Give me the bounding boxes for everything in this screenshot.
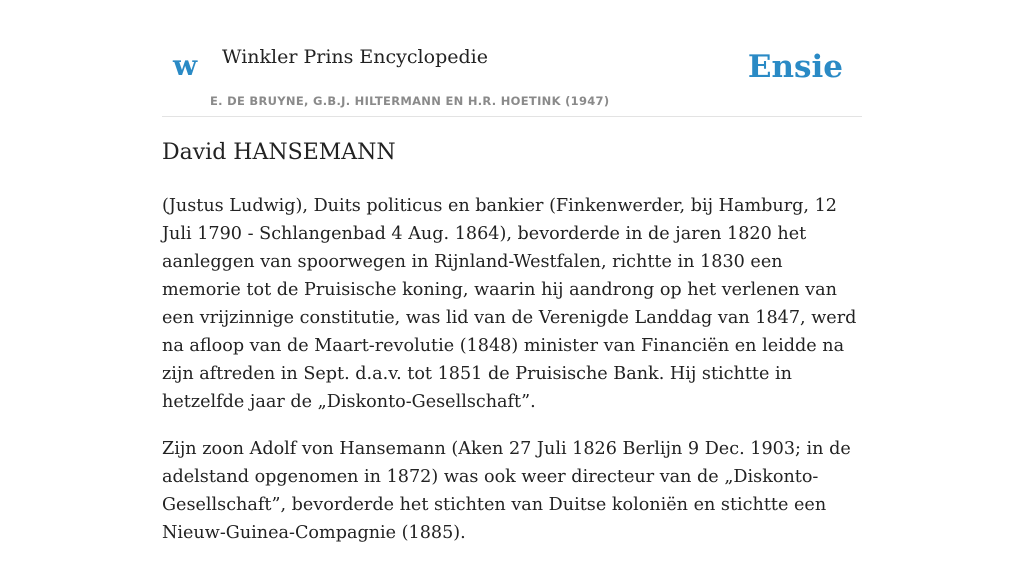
article-paragraph: Zijn zoon Adolf von Hansemann (Aken 27 Juli 1826 Berlijn 9 Dec. 1903; in de adelstand opgenomen in 1872) was ook weer directeur van de „Diskonto-Gesellschaft”, bevorderde het stichten van Duitse koloniën en stichtte een Nieuw-Guinea-Compagnie (1885).	[162, 439, 851, 543]
winkler-prins-logo[interactable]: w	[173, 49, 198, 82]
article-body	[162, 192, 862, 566]
page-header	[162, 0, 862, 117]
ensie-logo-link[interactable]: Ensie	[747, 49, 843, 85]
article-title: David HANSEMANN	[162, 140, 396, 165]
source-title-link[interactable]: Winkler Prins Encyclopedie	[222, 46, 488, 68]
source-authors: E. DE BRUYNE, G.B.J. HILTERMANN EN H.R. HOETINK (1947)	[210, 94, 610, 108]
article-paragraph: (Justus Ludwig), Duits politicus en bankier (Finkenwerder, bij Hamburg, 12 Juli 1790 - Schlangenbad 4 Aug. 1864), bevorderde in de jaren 1820 het aanleggen van spoorwegen in Rijnland-Westfalen, richtte in 1830 een memorie tot de Pruisische koning, waarin hij aandrong op het verlenen van een vrijzinnige constitutie, was lid van de Verenigde Landdag van 1847, werd na afloop van de Maart-revolutie (1848) minister van Financiën en leidde na zijn aftreden in Sept. d.a.v. tot 1851 de Pruisische Bank. Hij stichtte in hetzelfde jaar de „Diskonto-Gesellschaft”.	[162, 196, 857, 412]
